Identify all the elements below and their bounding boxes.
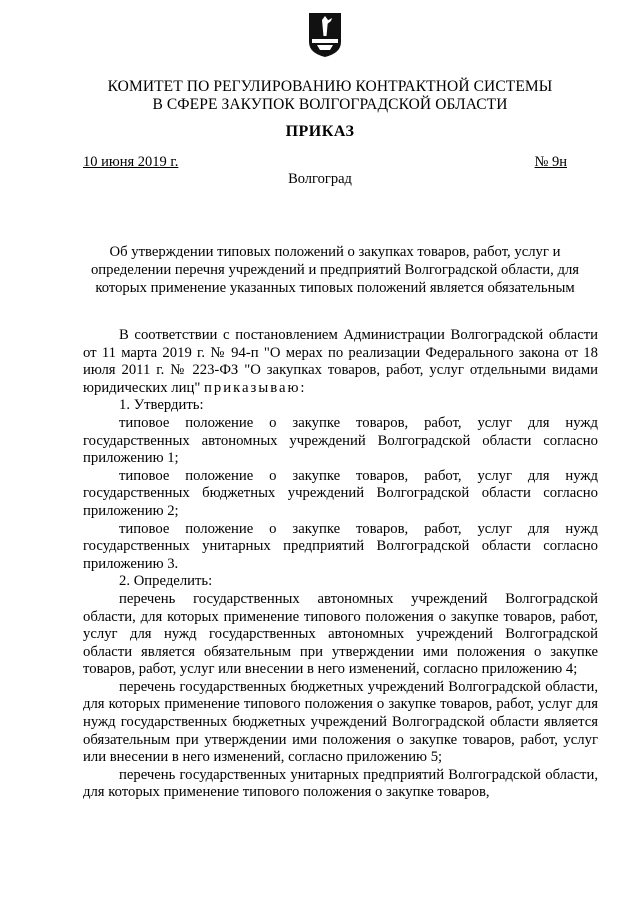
preamble-text: В соответствии с постановлением Администрации Волгоградской области от 11 марта 2019 г. № 94-п "О мерах по реализации Федерального закона от 18 июля 2011 г. № 223-ФЗ "О закупках товаров, работ, услуг отдельными видами юридических лиц" bbox=[83, 327, 598, 396]
org-line-1: КОМИТЕТ ПО РЕГУЛИРОВАНИЮ КОНТРАКТНОЙ СИСТЕМЫ bbox=[107, 78, 553, 95]
document-date: 10 июня 2019 г. bbox=[83, 154, 179, 170]
item-1a-paragraph: типовое положение о закупке товаров, работ, услуг для нужд государственных автономных учреждений Волгоградской области согласно приложению 1; bbox=[83, 414, 598, 467]
subject-line-3: которых применение указанных типовых положений является обязательным bbox=[95, 280, 575, 296]
item-2b-paragraph: перечень государственных бюджетных учреждений Волгоградской области, для которых применение типового положения о закупке товаров, работ, услуг для нужд государственных бюджетных учреждений Волгоградской области является обязательным при утверждении ими положения о закупке товаров, работ, услуг или внесении в него изменений, согласно приложению 5; bbox=[83, 678, 598, 766]
document-subject bbox=[80, 243, 590, 297]
item-1c-paragraph: типовое положение о закупке товаров, работ, услуг для нужд государственных унитарных предприятий Волгоградской области согласно приложению 3. bbox=[83, 520, 598, 572]
item-2a-paragraph: перечень государственных автономных учреждений Волгоградской области, для которых применение типового положения о закупке товаров, работ, услуг для нужд государственных автономных учреждений Волгоградской области является обязательным при утверждении ими положения о закупке товаров, работ, услуг или внесении в него изменений, согласно приложению 4; bbox=[83, 590, 598, 678]
item-1-heading: 1. Утвердить: bbox=[119, 397, 204, 414]
document-city: Волгоград bbox=[288, 171, 352, 187]
document-number: № 9н bbox=[534, 154, 567, 170]
preamble-paragraph bbox=[83, 327, 598, 397]
item-1b-paragraph: типовое положение о закупке товаров, работ, услуг для нужд государственных бюджетных учреждений Волгоградской области согласно приложению 2; bbox=[83, 467, 598, 519]
prikazyvayu-word: приказываю: bbox=[204, 379, 307, 396]
document-body bbox=[83, 327, 598, 802]
subject-line-1: Об утверждении типовых положений о закупках товаров, работ, услуг и bbox=[109, 244, 561, 260]
organization-name bbox=[90, 78, 570, 114]
item-2c-paragraph: перечень государственных унитарных предприятий Волгоградской области, для которых применение типового положения о закупке товаров, bbox=[83, 766, 598, 801]
item-2-heading: 2. Определить: bbox=[119, 573, 213, 590]
subject-line-2: определении перечня учреждений и предприятий Волгоградской области, для bbox=[90, 262, 580, 278]
volgograd-coat-of-arms-icon bbox=[308, 12, 342, 58]
org-line-2: В СФЕРЕ ЗАКУПОК ВОЛГОГРАДСКОЙ ОБЛАСТИ bbox=[152, 96, 508, 113]
document-type: ПРИКАЗ bbox=[285, 123, 355, 140]
